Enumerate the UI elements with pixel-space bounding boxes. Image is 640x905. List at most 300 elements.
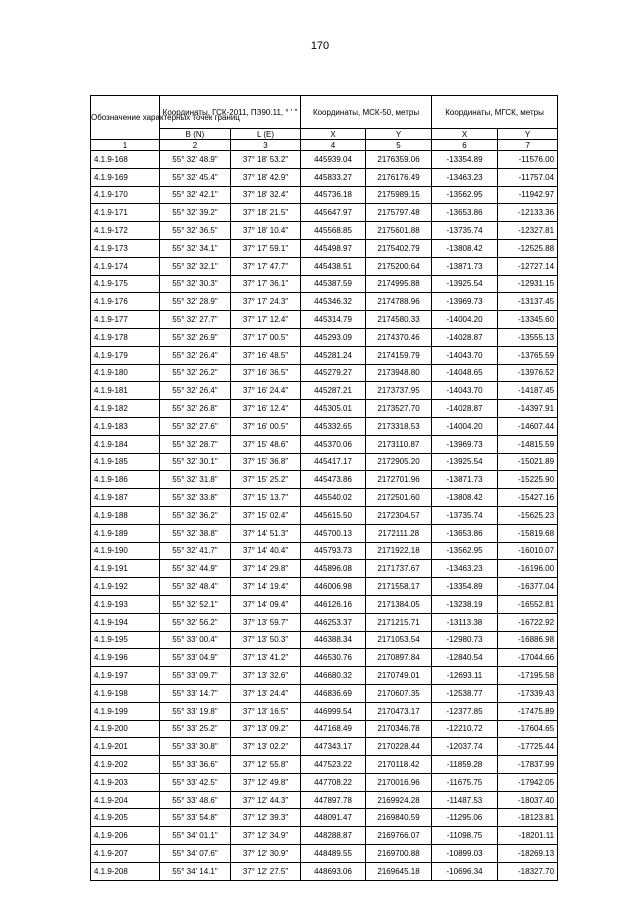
msk-x-cell: 447708.22 bbox=[301, 773, 366, 791]
table-row bbox=[91, 613, 558, 631]
mgsk-x-cell: -14028.87 bbox=[432, 328, 498, 346]
msk-x-cell: 445540.02 bbox=[301, 489, 366, 507]
msk-x-cell: 447168.49 bbox=[301, 720, 366, 738]
msk-y-cell: 2171053.54 bbox=[366, 631, 432, 649]
mgsk-x-cell: -13238.19 bbox=[432, 595, 498, 613]
latitude-cell: 55° 32' 52.1" bbox=[160, 595, 231, 613]
column-number: 3 bbox=[231, 140, 301, 151]
msk-y-cell: 2169840.59 bbox=[366, 809, 432, 827]
point-id-cell: 4.1.9-207 bbox=[91, 845, 160, 863]
mgsk-x-cell: -13925.54 bbox=[432, 453, 498, 471]
mgsk-y-cell: -17725.44 bbox=[498, 738, 558, 756]
mgsk-x-cell: -13925.54 bbox=[432, 275, 498, 293]
mgsk-x-cell: -13354.89 bbox=[432, 151, 498, 169]
longitude-cell: 37° 18' 42.9" bbox=[231, 168, 301, 186]
mgsk-x-cell: -14043.70 bbox=[432, 382, 498, 400]
mgsk-x-cell: -13735.74 bbox=[432, 506, 498, 524]
msk-y-cell: 2170228.44 bbox=[366, 738, 432, 756]
latitude-cell: 55° 33' 30.8" bbox=[160, 738, 231, 756]
mgsk-y-header: Y bbox=[498, 129, 558, 140]
msk-y-cell: 2174995.88 bbox=[366, 275, 432, 293]
mgsk-x-cell: -13113.38 bbox=[432, 613, 498, 631]
mgsk-x-cell: -14043.70 bbox=[432, 346, 498, 364]
point-id-cell: 4.1.9-186 bbox=[91, 471, 160, 489]
point-id-cell: 4.1.9-173 bbox=[91, 239, 160, 257]
msk-y-cell: 2173948.80 bbox=[366, 364, 432, 382]
point-id-cell: 4.1.9-172 bbox=[91, 222, 160, 240]
msk-x-cell: 447343.17 bbox=[301, 738, 366, 756]
mgsk-y-cell: -15819.68 bbox=[498, 524, 558, 542]
msk-x-cell: 445896.08 bbox=[301, 560, 366, 578]
latitude-cell: 55° 32' 32.1" bbox=[160, 257, 231, 275]
mgsk-x-cell: -11098.75 bbox=[432, 827, 498, 845]
msk-y-cell: 2170346.78 bbox=[366, 720, 432, 738]
mgsk-y-cell: -15225.90 bbox=[498, 471, 558, 489]
mgsk-x-cell: -11487.53 bbox=[432, 791, 498, 809]
point-id-cell: 4.1.9-175 bbox=[91, 275, 160, 293]
msk-y-cell: 2170897.84 bbox=[366, 649, 432, 667]
table-row bbox=[91, 311, 558, 329]
table-row bbox=[91, 756, 558, 774]
mgsk-x-cell: -11859.28 bbox=[432, 756, 498, 774]
table-row bbox=[91, 773, 558, 791]
mgsk-y-cell: -13345.60 bbox=[498, 311, 558, 329]
table-row bbox=[91, 791, 558, 809]
msk-x-cell: 445568.85 bbox=[301, 222, 366, 240]
table-row bbox=[91, 453, 558, 471]
msk-x-cell: 446836.69 bbox=[301, 684, 366, 702]
msk-y-cell: 2175601.88 bbox=[366, 222, 432, 240]
point-id-cell: 4.1.9-181 bbox=[91, 382, 160, 400]
msk-x-cell: 445346.32 bbox=[301, 293, 366, 311]
latitude-cell: 55° 32' 31.8" bbox=[160, 471, 231, 489]
longitude-cell: 37° 16' 00.5" bbox=[231, 417, 301, 435]
page-number: 170 bbox=[310, 40, 330, 52]
latitude-cell: 55° 33' 00.4" bbox=[160, 631, 231, 649]
mgsk-x-cell: -14004.20 bbox=[432, 311, 498, 329]
mgsk-y-cell: -17837.99 bbox=[498, 756, 558, 774]
mgsk-x-cell: -14028.87 bbox=[432, 400, 498, 418]
latitude-cell: 55° 33' 14.7" bbox=[160, 684, 231, 702]
point-id-cell: 4.1.9-206 bbox=[91, 827, 160, 845]
longitude-cell: 37° 13' 16.5" bbox=[231, 702, 301, 720]
latitude-cell: 55° 34' 01.1" bbox=[160, 827, 231, 845]
mgsk-y-cell: -16722.92 bbox=[498, 613, 558, 631]
longitude-cell: 37° 17' 59.1" bbox=[231, 239, 301, 257]
table-row bbox=[91, 702, 558, 720]
mgsk-y-cell: -14607.44 bbox=[498, 417, 558, 435]
latitude-cell: 55° 33' 04.9" bbox=[160, 649, 231, 667]
mgsk-y-cell: -11942.97 bbox=[498, 186, 558, 204]
mgsk-y-cell: -13976.52 bbox=[498, 364, 558, 382]
table-row bbox=[91, 827, 558, 845]
column-number: 1 bbox=[91, 140, 160, 151]
table-row bbox=[91, 667, 558, 685]
mgsk-y-cell: -15021.89 bbox=[498, 453, 558, 471]
msk-x-cell: 445417.17 bbox=[301, 453, 366, 471]
table-row bbox=[91, 649, 558, 667]
longitude-cell: 37° 13' 24.4" bbox=[231, 684, 301, 702]
point-id-cell: 4.1.9-174 bbox=[91, 257, 160, 275]
msk-x-cell: 445473.86 bbox=[301, 471, 366, 489]
mgsk-x-cell: -12210.72 bbox=[432, 720, 498, 738]
msk-x-cell: 445736.18 bbox=[301, 186, 366, 204]
longitude-cell: 37° 14' 19.4" bbox=[231, 578, 301, 596]
mgsk-y-cell: -17339.43 bbox=[498, 684, 558, 702]
longitude-cell: 37° 15' 36.8" bbox=[231, 453, 301, 471]
mgsk-x-cell: -12377.85 bbox=[432, 702, 498, 720]
table-row bbox=[91, 257, 558, 275]
mgsk-y-cell: -12931.15 bbox=[498, 275, 558, 293]
msk-x-cell: 448693.06 bbox=[301, 862, 366, 880]
msk-x-cell: 448091.47 bbox=[301, 809, 366, 827]
longitude-cell: 37° 12' 55.8" bbox=[231, 756, 301, 774]
table-row bbox=[91, 275, 558, 293]
longitude-cell: 37° 15' 13.7" bbox=[231, 489, 301, 507]
latitude-cell: 55° 32' 48.4" bbox=[160, 578, 231, 596]
point-id-cell: 4.1.9-184 bbox=[91, 435, 160, 453]
mgsk-x-cell: -13562.95 bbox=[432, 186, 498, 204]
longitude-cell: 37° 12' 39.3" bbox=[231, 809, 301, 827]
latitude-cell: 55° 32' 30.3" bbox=[160, 275, 231, 293]
point-id-cell: 4.1.9-195 bbox=[91, 631, 160, 649]
mgsk-coordinates-header: Координаты, МГСК, метры bbox=[432, 96, 558, 129]
msk-y-cell: 2171737.67 bbox=[366, 560, 432, 578]
latitude-cell: 55° 32' 26.9" bbox=[160, 328, 231, 346]
msk-x-cell: 445332.65 bbox=[301, 417, 366, 435]
longitude-cell: 37° 13' 41.2" bbox=[231, 649, 301, 667]
msk-coordinates-header: Координаты, МСК-50, метры bbox=[301, 96, 432, 129]
table-row bbox=[91, 542, 558, 560]
msk-y-cell: 2172905.20 bbox=[366, 453, 432, 471]
latitude-cell: 55° 32' 28.7" bbox=[160, 435, 231, 453]
msk-y-cell: 2169924.28 bbox=[366, 791, 432, 809]
msk-x-cell: 448489.55 bbox=[301, 845, 366, 863]
table-row bbox=[91, 720, 558, 738]
mgsk-x-cell: -12840.54 bbox=[432, 649, 498, 667]
msk-y-cell: 2169645.18 bbox=[366, 862, 432, 880]
table-row bbox=[91, 400, 558, 418]
msk-y-cell: 2171384.05 bbox=[366, 595, 432, 613]
point-id-cell: 4.1.9-185 bbox=[91, 453, 160, 471]
mgsk-y-cell: -15625.23 bbox=[498, 506, 558, 524]
mgsk-x-cell: -12538.77 bbox=[432, 684, 498, 702]
latitude-cell: 55° 33' 54.8" bbox=[160, 809, 231, 827]
msk-x-cell: 445793.73 bbox=[301, 542, 366, 560]
msk-x-cell: 445293.09 bbox=[301, 328, 366, 346]
point-id-cell: 4.1.9-177 bbox=[91, 311, 160, 329]
longitude-cell: 37° 13' 50.3" bbox=[231, 631, 301, 649]
mgsk-x-header: X bbox=[432, 129, 498, 140]
longitude-cell: 37° 17' 12.4" bbox=[231, 311, 301, 329]
mgsk-x-cell: -13969.73 bbox=[432, 435, 498, 453]
msk-y-cell: 2170749.01 bbox=[366, 667, 432, 685]
latitude-cell: 55° 32' 45.4" bbox=[160, 168, 231, 186]
msk-x-cell: 446388.34 bbox=[301, 631, 366, 649]
longitude-cell: 37° 16' 48.5" bbox=[231, 346, 301, 364]
latitude-cell: 55° 32' 41.7" bbox=[160, 542, 231, 560]
longitude-cell: 37° 13' 59.7" bbox=[231, 613, 301, 631]
column-number: 7 bbox=[498, 140, 558, 151]
msk-y-cell: 2174159.79 bbox=[366, 346, 432, 364]
mgsk-y-cell: -16010.07 bbox=[498, 542, 558, 560]
latitude-cell: 55° 32' 48.9" bbox=[160, 151, 231, 169]
msk-y-cell: 2173527.70 bbox=[366, 400, 432, 418]
latitude-cell: 55° 32' 33.8" bbox=[160, 489, 231, 507]
point-id-cell: 4.1.9-199 bbox=[91, 702, 160, 720]
latitude-cell: 55° 33' 25.2" bbox=[160, 720, 231, 738]
longitude-cell: 37° 18' 10.4" bbox=[231, 222, 301, 240]
msk-x-cell: 446006.98 bbox=[301, 578, 366, 596]
column-number: 5 bbox=[366, 140, 432, 151]
msk-y-cell: 2175200.64 bbox=[366, 257, 432, 275]
msk-y-cell: 2174580.33 bbox=[366, 311, 432, 329]
longitude-cell: 37° 16' 36.5" bbox=[231, 364, 301, 382]
msk-x-header: X bbox=[301, 129, 366, 140]
column-number: 6 bbox=[432, 140, 498, 151]
point-id-cell: 4.1.9-205 bbox=[91, 809, 160, 827]
msk-y-cell: 2175989.15 bbox=[366, 186, 432, 204]
header-row-axes bbox=[91, 129, 558, 140]
mgsk-y-cell: -18269.13 bbox=[498, 845, 558, 863]
point-id-cell: 4.1.9-190 bbox=[91, 542, 160, 560]
mgsk-y-cell: -11576.00 bbox=[498, 151, 558, 169]
longitude-cell: 37° 17' 24.3" bbox=[231, 293, 301, 311]
longitude-cell: 37° 18' 21.5" bbox=[231, 204, 301, 222]
table-row bbox=[91, 382, 558, 400]
msk-x-cell: 446680.32 bbox=[301, 667, 366, 685]
mgsk-y-cell: -17044.66 bbox=[498, 649, 558, 667]
latitude-cell: 55° 32' 26.4" bbox=[160, 382, 231, 400]
point-id-cell: 4.1.9-202 bbox=[91, 756, 160, 774]
latitude-cell: 55° 32' 26.2" bbox=[160, 364, 231, 382]
mgsk-y-cell: -18201.11 bbox=[498, 827, 558, 845]
mgsk-x-cell: -13463.23 bbox=[432, 168, 498, 186]
msk-y-cell: 2173110.87 bbox=[366, 435, 432, 453]
table-row bbox=[91, 328, 558, 346]
mgsk-y-cell: -11757.04 bbox=[498, 168, 558, 186]
mgsk-x-cell: -12693.11 bbox=[432, 667, 498, 685]
latitude-cell: 55° 32' 27.6" bbox=[160, 417, 231, 435]
msk-x-cell: 445279.27 bbox=[301, 364, 366, 382]
longitude-cell: 37° 14' 09.4" bbox=[231, 595, 301, 613]
latitude-header: B (N) bbox=[160, 129, 231, 140]
msk-y-cell: 2170607.35 bbox=[366, 684, 432, 702]
table-row bbox=[91, 168, 558, 186]
longitude-cell: 37° 12' 49.8" bbox=[231, 773, 301, 791]
mgsk-y-cell: -14815.59 bbox=[498, 435, 558, 453]
point-id-cell: 4.1.9-188 bbox=[91, 506, 160, 524]
latitude-cell: 55° 33' 42.5" bbox=[160, 773, 231, 791]
point-id-cell: 4.1.9-191 bbox=[91, 560, 160, 578]
msk-y-cell: 2169700.88 bbox=[366, 845, 432, 863]
point-id-cell: 4.1.9-192 bbox=[91, 578, 160, 596]
mgsk-x-cell: -13562.95 bbox=[432, 542, 498, 560]
longitude-cell: 37° 15' 25.2" bbox=[231, 471, 301, 489]
mgsk-x-cell: -14004.20 bbox=[432, 417, 498, 435]
mgsk-x-cell: -14048.65 bbox=[432, 364, 498, 382]
table-row bbox=[91, 524, 558, 542]
point-id-cell: 4.1.9-180 bbox=[91, 364, 160, 382]
latitude-cell: 55° 33' 09.7" bbox=[160, 667, 231, 685]
msk-x-cell: 446999.54 bbox=[301, 702, 366, 720]
longitude-cell: 37° 12' 27.5" bbox=[231, 862, 301, 880]
point-id-cell: 4.1.9-193 bbox=[91, 595, 160, 613]
msk-y-cell: 2172111.28 bbox=[366, 524, 432, 542]
column-number: 2 bbox=[160, 140, 231, 151]
table-row bbox=[91, 417, 558, 435]
table-row bbox=[91, 578, 558, 596]
latitude-cell: 55° 34' 14.1" bbox=[160, 862, 231, 880]
latitude-cell: 55° 33' 19.8" bbox=[160, 702, 231, 720]
mgsk-y-cell: -18037.40 bbox=[498, 791, 558, 809]
mgsk-x-cell: -11295.06 bbox=[432, 809, 498, 827]
mgsk-y-cell: -17195.58 bbox=[498, 667, 558, 685]
point-id-cell: 4.1.9-169 bbox=[91, 168, 160, 186]
msk-x-cell: 445287.21 bbox=[301, 382, 366, 400]
msk-y-cell: 2174788.96 bbox=[366, 293, 432, 311]
mgsk-y-cell: -15427.16 bbox=[498, 489, 558, 507]
table-row bbox=[91, 684, 558, 702]
mgsk-y-cell: -16377.04 bbox=[498, 578, 558, 596]
msk-x-cell: 446530.76 bbox=[301, 649, 366, 667]
longitude-cell: 37° 17' 47.7" bbox=[231, 257, 301, 275]
msk-x-cell: 447523.22 bbox=[301, 756, 366, 774]
table-row bbox=[91, 204, 558, 222]
msk-y-cell: 2171922.18 bbox=[366, 542, 432, 560]
table-row bbox=[91, 222, 558, 240]
mgsk-x-cell: -13463.23 bbox=[432, 560, 498, 578]
msk-y-cell: 2170118.42 bbox=[366, 756, 432, 774]
table-row bbox=[91, 346, 558, 364]
point-id-cell: 4.1.9-196 bbox=[91, 649, 160, 667]
point-id-cell: 4.1.9-194 bbox=[91, 613, 160, 631]
mgsk-y-cell: -12327.81 bbox=[498, 222, 558, 240]
latitude-cell: 55° 32' 30.1" bbox=[160, 453, 231, 471]
table-row bbox=[91, 293, 558, 311]
longitude-cell: 37° 18' 53.2" bbox=[231, 151, 301, 169]
table-row bbox=[91, 364, 558, 382]
latitude-cell: 55° 32' 44.9" bbox=[160, 560, 231, 578]
msk-x-cell: 445370.06 bbox=[301, 435, 366, 453]
msk-x-cell: 445939.04 bbox=[301, 151, 366, 169]
longitude-cell: 37° 14' 51.3" bbox=[231, 524, 301, 542]
latitude-cell: 55° 33' 36.6" bbox=[160, 756, 231, 774]
mgsk-y-cell: -16886.98 bbox=[498, 631, 558, 649]
mgsk-x-cell: -13871.73 bbox=[432, 257, 498, 275]
longitude-cell: 37° 15' 02.4" bbox=[231, 506, 301, 524]
mgsk-x-cell: -13354.89 bbox=[432, 578, 498, 596]
table-row bbox=[91, 595, 558, 613]
longitude-cell: 37° 16' 24.4" bbox=[231, 382, 301, 400]
latitude-cell: 55° 32' 38.8" bbox=[160, 524, 231, 542]
msk-x-cell: 445615.50 bbox=[301, 506, 366, 524]
msk-x-cell: 445387.59 bbox=[301, 275, 366, 293]
msk-y-header: Y bbox=[366, 129, 432, 140]
point-id-cell: 4.1.9-204 bbox=[91, 791, 160, 809]
table-row bbox=[91, 471, 558, 489]
point-id-cell: 4.1.9-198 bbox=[91, 684, 160, 702]
latitude-cell: 55° 32' 26.8" bbox=[160, 400, 231, 418]
msk-x-cell: 445498.97 bbox=[301, 239, 366, 257]
mgsk-x-cell: -10899.03 bbox=[432, 845, 498, 863]
point-id-cell: 4.1.9-176 bbox=[91, 293, 160, 311]
longitude-cell: 37° 17' 36.1" bbox=[231, 275, 301, 293]
mgsk-x-cell: -13653.86 bbox=[432, 204, 498, 222]
table-row bbox=[91, 809, 558, 827]
table-row bbox=[91, 738, 558, 756]
mgsk-x-cell: -13871.73 bbox=[432, 471, 498, 489]
mgsk-y-cell: -17942.05 bbox=[498, 773, 558, 791]
msk-y-cell: 2171215.71 bbox=[366, 613, 432, 631]
mgsk-y-cell: -18123.81 bbox=[498, 809, 558, 827]
msk-x-cell: 445833.27 bbox=[301, 168, 366, 186]
mgsk-x-cell: -10696.34 bbox=[432, 862, 498, 880]
table-row bbox=[91, 560, 558, 578]
msk-x-cell: 447897.78 bbox=[301, 791, 366, 809]
mgsk-x-cell: -13969.73 bbox=[432, 293, 498, 311]
table-row bbox=[91, 489, 558, 507]
msk-x-cell: 445700.13 bbox=[301, 524, 366, 542]
longitude-cell: 37° 13' 32.6" bbox=[231, 667, 301, 685]
msk-y-cell: 2170016.96 bbox=[366, 773, 432, 791]
mgsk-x-cell: -12037.74 bbox=[432, 738, 498, 756]
point-id-cell: 4.1.9-168 bbox=[91, 151, 160, 169]
longitude-cell: 37° 17' 00.5" bbox=[231, 328, 301, 346]
latitude-cell: 55° 32' 36.5" bbox=[160, 222, 231, 240]
mgsk-y-cell: -14397.91 bbox=[498, 400, 558, 418]
point-id-cell: 4.1.9-208 bbox=[91, 862, 160, 880]
mgsk-y-cell: -13765.59 bbox=[498, 346, 558, 364]
point-id-cell: 4.1.9-183 bbox=[91, 417, 160, 435]
point-id-cell: 4.1.9-201 bbox=[91, 738, 160, 756]
table-row bbox=[91, 239, 558, 257]
mgsk-x-cell: -12980.73 bbox=[432, 631, 498, 649]
latitude-cell: 55° 32' 26.4" bbox=[160, 346, 231, 364]
msk-x-cell: 445314.79 bbox=[301, 311, 366, 329]
msk-x-cell: 445281.24 bbox=[301, 346, 366, 364]
latitude-cell: 55° 33' 48.6" bbox=[160, 791, 231, 809]
latitude-cell: 55° 32' 56.2" bbox=[160, 613, 231, 631]
point-designation-header: Обозначение характерных точек границ bbox=[91, 96, 160, 140]
coordinates-table bbox=[90, 95, 558, 881]
mgsk-y-cell: -12133.36 bbox=[498, 204, 558, 222]
msk-y-cell: 2171558.17 bbox=[366, 578, 432, 596]
point-id-cell: 4.1.9-189 bbox=[91, 524, 160, 542]
table-row bbox=[91, 506, 558, 524]
mgsk-y-cell: -13137.45 bbox=[498, 293, 558, 311]
table-row bbox=[91, 435, 558, 453]
msk-y-cell: 2176176.49 bbox=[366, 168, 432, 186]
msk-y-cell: 2170473.17 bbox=[366, 702, 432, 720]
mgsk-x-cell: -13808.42 bbox=[432, 239, 498, 257]
msk-y-cell: 2175402.79 bbox=[366, 239, 432, 257]
latitude-cell: 55° 32' 42.1" bbox=[160, 186, 231, 204]
msk-y-cell: 2172701.96 bbox=[366, 471, 432, 489]
table-row bbox=[91, 186, 558, 204]
point-id-cell: 4.1.9-203 bbox=[91, 773, 160, 791]
mgsk-y-cell: -18327.70 bbox=[498, 862, 558, 880]
msk-y-cell: 2173318.53 bbox=[366, 417, 432, 435]
table-row bbox=[91, 631, 558, 649]
point-id-cell: 4.1.9-171 bbox=[91, 204, 160, 222]
header-row-groups bbox=[91, 96, 558, 129]
point-id-cell: 4.1.9-197 bbox=[91, 667, 160, 685]
longitude-cell: 37° 13' 02.2" bbox=[231, 738, 301, 756]
mgsk-x-cell: -13653.86 bbox=[432, 524, 498, 542]
mgsk-y-cell: -12525.88 bbox=[498, 239, 558, 257]
mgsk-y-cell: -17604.65 bbox=[498, 720, 558, 738]
